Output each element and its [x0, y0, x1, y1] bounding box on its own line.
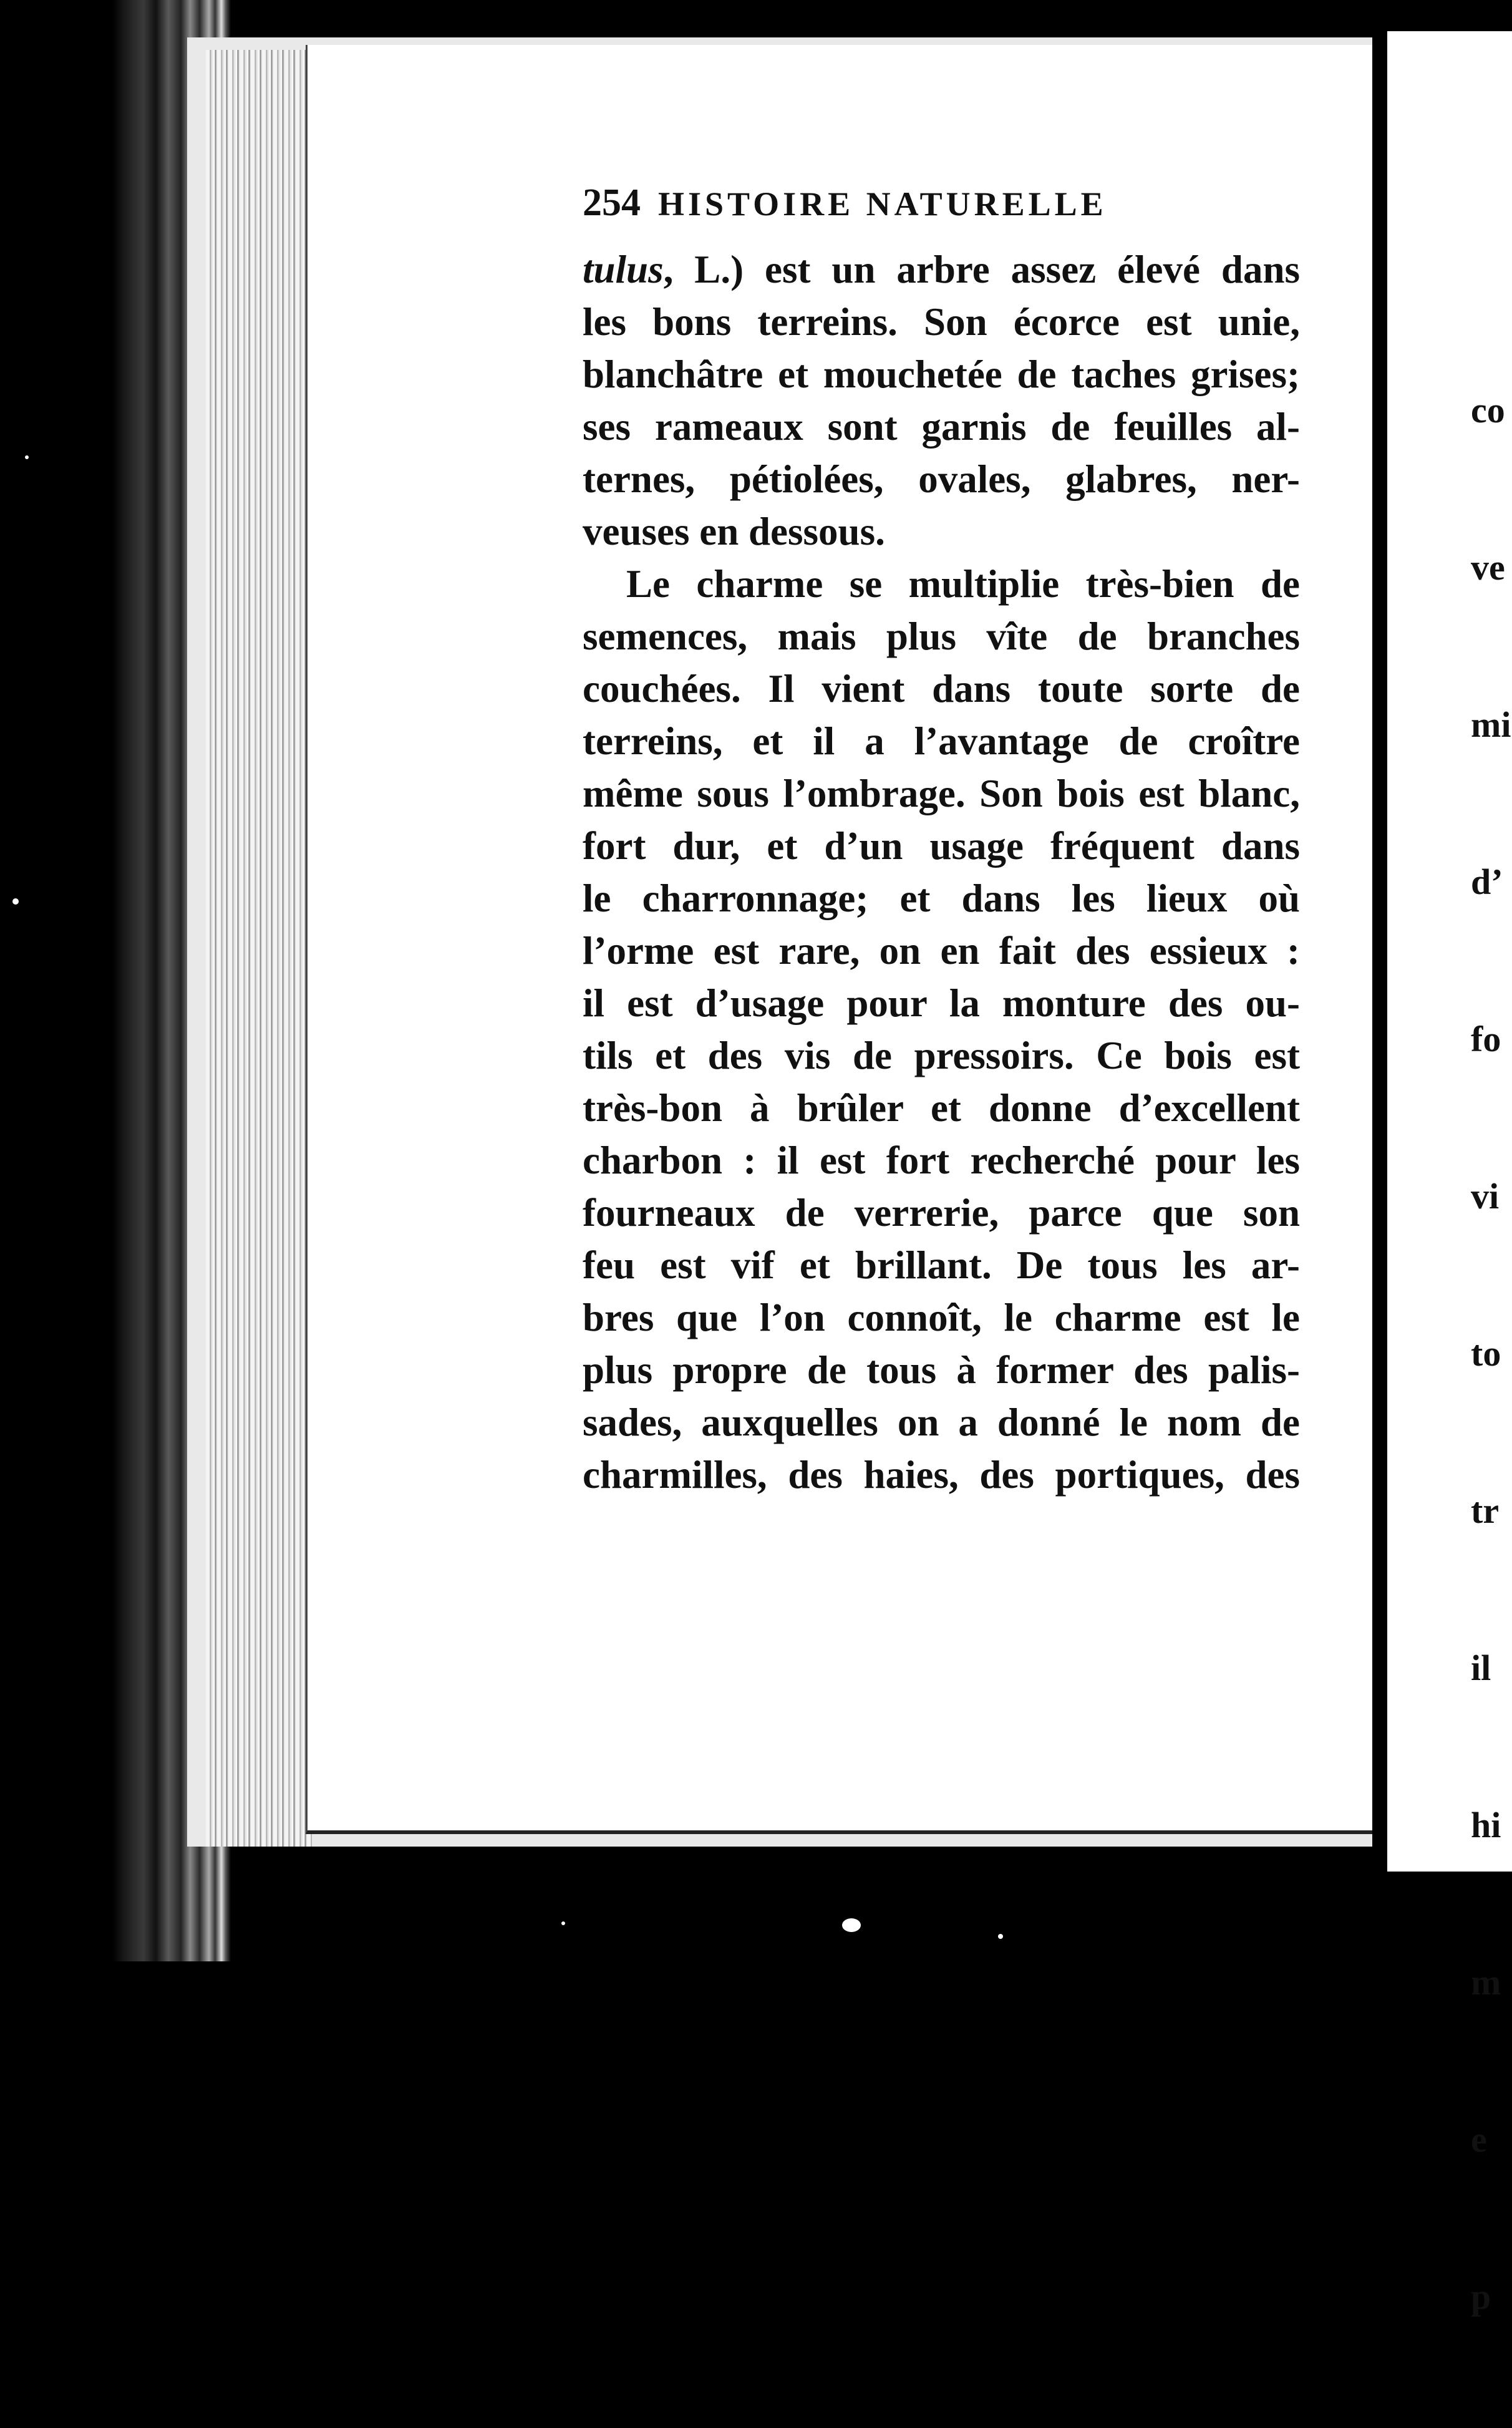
scan-speck	[842, 1918, 861, 1932]
text-line: il est d’usage pour la monture des ou-	[583, 981, 1300, 1025]
text-line: sades, auxquelles on a donné le nom de	[583, 1401, 1300, 1444]
facing-line: ve	[1471, 547, 1505, 588]
text-line: plus propre de tous à former des palis-	[583, 1348, 1300, 1392]
facing-line: hi	[1471, 1805, 1501, 1845]
facing-line: d’	[1471, 862, 1503, 902]
text-line: tulus, L.) est un arbre assez élevé dans	[583, 248, 1300, 291]
text-line: feu est vif et brillant. De tous les ar-	[583, 1243, 1300, 1287]
text-line: ses rameaux sont garnis de feuilles al-	[583, 405, 1300, 449]
facing-page	[1387, 31, 1512, 2317]
facing-page-text	[1471, 279, 1511, 2428]
text-line: terreins, et il a l’avantage de croître	[583, 719, 1300, 763]
running-head-title: HISTOIRE NATURELLE	[658, 185, 1107, 223]
scan-speck	[25, 455, 29, 459]
italic-word: tulus	[583, 248, 664, 291]
facing-line: il	[1471, 1648, 1491, 1688]
text-line: bres que l’on connoît, le charme est le	[583, 1296, 1300, 1339]
facing-line: fo	[1471, 1019, 1501, 1059]
running-head	[583, 181, 1107, 225]
text-line: charmilles, des haies, des portiques, des	[583, 1453, 1300, 1497]
text-line: ternes, pétiolées, ovales, glabres, ner-	[583, 457, 1300, 501]
text-line: semences, mais plus vîte de branches	[583, 614, 1300, 658]
text-line: l’orme est rare, on en fait des essieux :	[583, 929, 1300, 973]
text-line: fourneaux de verrerie, parce que son	[583, 1191, 1300, 1235]
text-line: couchées. Il vient dans toute sorte de	[583, 667, 1300, 711]
body-text	[583, 243, 1300, 1501]
page-edges	[206, 50, 312, 1847]
scan-speck	[561, 1921, 565, 1925]
text-line: blanchâtre et mouchetée de taches grises;	[583, 352, 1300, 396]
text-line: le charronnage; et dans les lieux où	[583, 877, 1300, 920]
scan-speck	[998, 1934, 1003, 1939]
facing-line: tr	[1471, 1490, 1500, 1531]
scan-speck	[12, 898, 19, 905]
facing-line: p	[1471, 2276, 1491, 2317]
page-number: 254	[583, 182, 641, 224]
text-line: veuses en dessous.	[583, 510, 885, 553]
text-line: charbon : il est fort recherché pour les	[583, 1139, 1300, 1182]
text-line: même sous l’ombrage. Son bois est blanc,	[583, 772, 1300, 815]
facing-line: co	[1471, 390, 1505, 430]
facing-line: mi	[1471, 704, 1511, 745]
facing-line: to	[1471, 1333, 1501, 1374]
facing-line: m	[1471, 1962, 1501, 2003]
text-line: fort dur, et d’un usage fréquent dans	[583, 824, 1300, 868]
facing-line: e	[1471, 2119, 1487, 2160]
text-line: tils et des vis de pressoirs. Ce bois est	[583, 1034, 1300, 1077]
book-gutter	[1372, 37, 1387, 1847]
facing-line: vi	[1471, 1176, 1500, 1216]
text-line: très-bon à brûler et donne d’excellent	[583, 1086, 1300, 1130]
text-line: Le charme se multiplie très-bien de	[626, 562, 1300, 606]
text-line: les bons terreins. Son écorce est unie,	[583, 300, 1300, 344]
